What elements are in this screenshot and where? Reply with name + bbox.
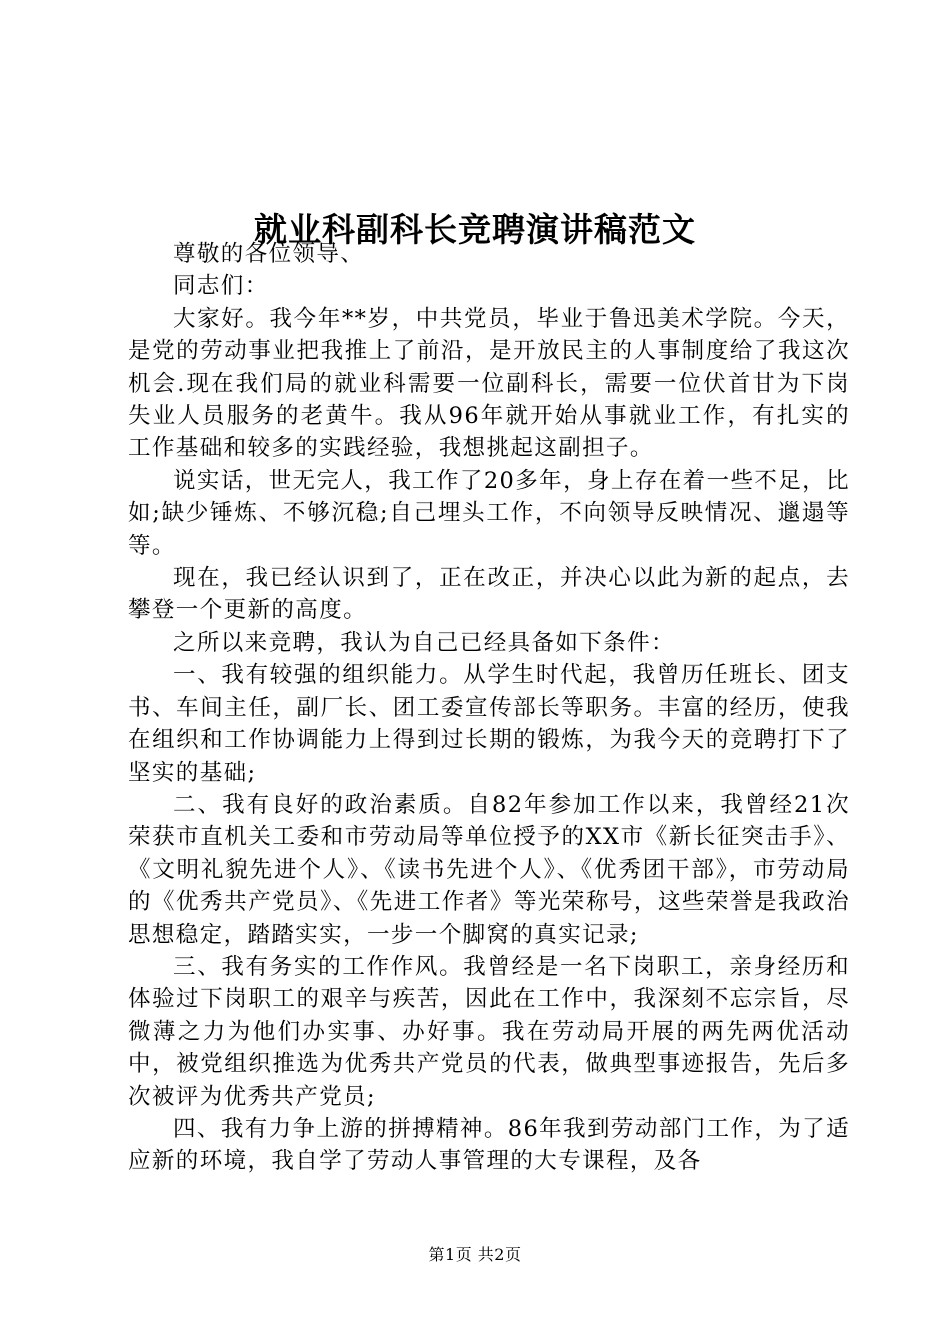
paragraph: 大家好。我今年**岁，中共党员，毕业于鲁迅美术学院。今天，是党的劳动事业把我推上了前沿，是开放民主的人事制度给了我这次机会.现在我们局的就业科需要一位副科长，需要一位伏首甘为下岗失业人员服务的老黄牛。我从96年就开始从事就业工作，有扎实的工作基础和较多的实践经验，我想挑起这副担子。 — [128, 305, 850, 462]
page-footer: 第1页 共2页 — [428, 1245, 522, 1264]
document-title: 就业科副科长竞聘演讲稿范文 — [254, 210, 696, 250]
paragraph-salutation-1: 尊敬的各位领导、 — [173, 241, 365, 267]
paragraph: 四、我有力争上游的拼搏精神。86年我到劳动部门工作，为了适应新的环境，我自学了劳动人事管理的大专课程，及各 — [128, 1115, 850, 1175]
paragraph: 说实话，世无完人，我工作了20多年，身上存在着一些不足，比如;缺少锤炼、不够沉稳;自己埋头工作，不向领导反映情况、邋遢等等。 — [128, 467, 850, 559]
paragraph: 二、我有良好的政治素质。自82年参加工作以来，我曾经21次荣获市直机关工委和市劳动局等单位授予的XX市《新长征突击手》、《文明礼貌先进个人》、《读书先进个人》、《优秀团干部》，市劳动局的《优秀共产党员》、《先进工作者》等光荣称号，这些荣誉是我政治思想稳定，踏踏实实，一步一个脚窝的真实记录; — [128, 791, 850, 948]
paragraph-salutation-2: 同志们： — [173, 273, 269, 300]
document-body — [128, 238, 850, 1178]
paragraph: 之所以来竞聘，我认为自己已经具备如下条件： — [173, 629, 675, 656]
paragraph: 现在，我已经认识到了，正在改正，并决心以此为新的起点，去攀登一个更新的高度。 — [128, 565, 850, 624]
paragraph: 三、我有务实的工作作风。我曾经是一名下岗职工，亲身经历和体验过下岗职工的艰辛与疾苦，因此在工作中，我深刻不忘宗旨，尽微薄之力为他们办实事、办好事。我在劳动局开展的两先两优活动中，被党组织推选为优秀共产党员的代表，做典型事迹报告，先后多次被评为优秀共产党员; — [128, 953, 850, 1110]
paragraph: 一、我有较强的组织能力。从学生时代起，我曾历任班长、团支书、车间主任，副厂长、团工委宣传部长等职务。丰富的经历，使我在组织和工作协调能力上得到过长期的锻炼，为我今天的竞聘打下了坚实的基础; — [128, 662, 850, 786]
